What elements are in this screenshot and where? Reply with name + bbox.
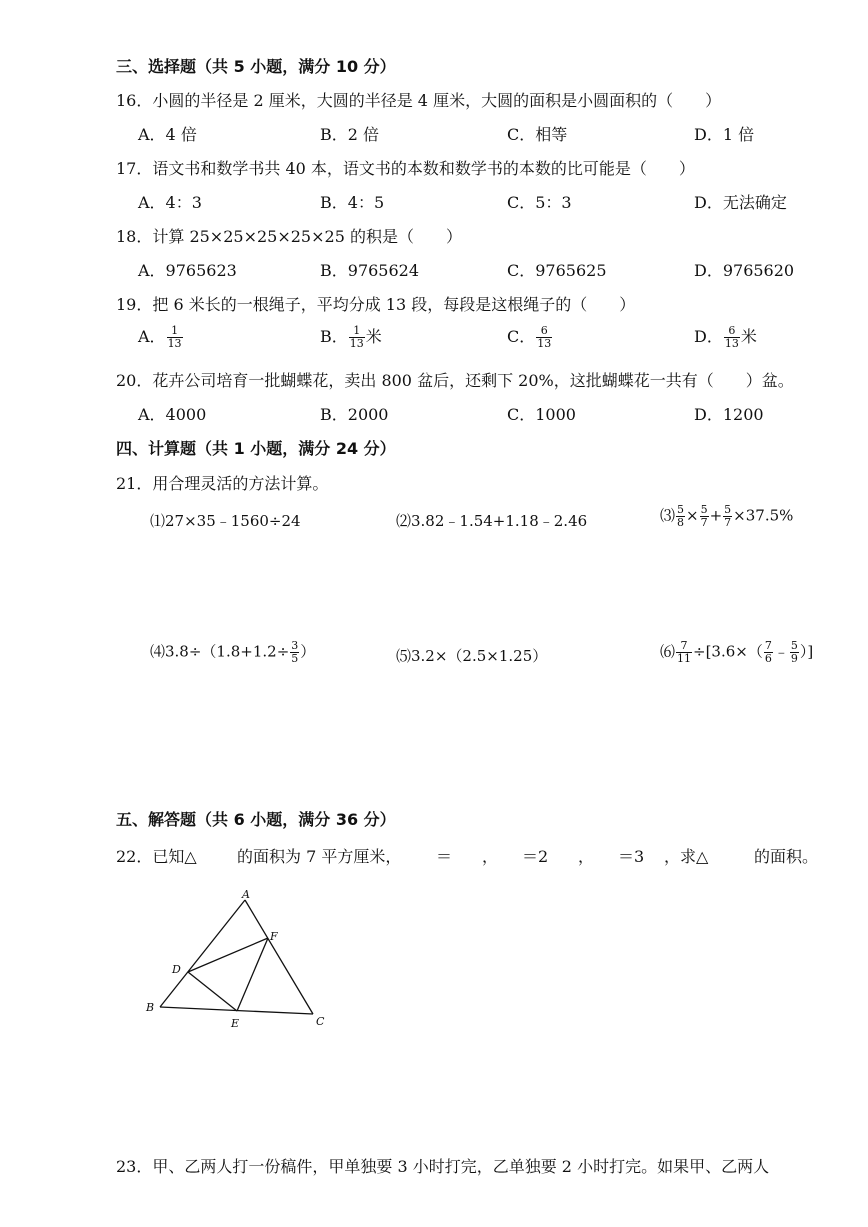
section-heading-answer: 五、解答题（共 6 小题，满分 36 分） bbox=[116, 810, 396, 829]
label-a: A bbox=[242, 888, 250, 901]
label-d: D bbox=[172, 963, 181, 976]
fraction: $\frac{1}{13}$ bbox=[349, 324, 364, 350]
fraction: $\frac{6}{13}$ bbox=[724, 324, 739, 350]
q18-option-a: A．9765623 bbox=[138, 261, 237, 280]
question-22-stem-3: ＝ bbox=[436, 847, 453, 866]
question-22-stem-1: 22．已知△ bbox=[116, 847, 197, 866]
question-22-stem-6: ， bbox=[578, 847, 595, 866]
fraction: $\frac{6}{13}$ bbox=[537, 324, 552, 350]
question-22-stem-5: ＝2 bbox=[522, 847, 549, 866]
q18-option-b: B．9765624 bbox=[320, 261, 420, 280]
section-heading-calculation: 四、计算题（共 1 小题，满分 24 分） bbox=[116, 439, 396, 458]
question-20-stem: 20．花卉公司培育一批蝴蝶花，卖出 800 盆后，还剩下 20%，这批蝴蝶花一共有（ ）盆。 bbox=[116, 371, 794, 390]
q16-option-b: B．2 倍 bbox=[320, 125, 380, 144]
q21-part-3: ⑶ $\frac{5}{8}$ × $\frac{5}{7}$ + $\frac{5}{7}$ ×37.5% bbox=[660, 503, 794, 529]
q20-option-a: A．4000 bbox=[138, 405, 207, 424]
question-22-stem-4: ， bbox=[482, 847, 499, 866]
q20-option-c: C．1000 bbox=[507, 405, 576, 424]
q20-option-d: D．1200 bbox=[694, 405, 764, 424]
question-18-stem: 18．计算 25×25×25×25×25 的积是（ ） bbox=[116, 227, 462, 246]
q21-part-4: ⑷3.8÷（1.8+1.2÷ $\frac{3}{5}$ ） bbox=[150, 639, 316, 665]
q17-option-d: D．无法确定 bbox=[694, 193, 787, 212]
q20-option-b: B．2000 bbox=[320, 405, 389, 424]
q21-part-5: ⑸3.2×（2.5×1.25） bbox=[396, 647, 548, 665]
label-b: B bbox=[146, 1001, 155, 1014]
label-e: E bbox=[231, 1017, 240, 1030]
section-heading-choice: 三、选择题（共 5 小题，满分 10 分） bbox=[116, 57, 396, 76]
question-19-stem: 19．把 6 米长的一根绳子，平均分成 13 段，每段是这根绳子的（ ） bbox=[116, 295, 636, 314]
q19-option-c: C． $\frac{6}{13}$ bbox=[507, 324, 552, 350]
q21-part-1: ⑴27×35﹣1560÷24 bbox=[150, 512, 301, 530]
q16-option-d: D．1 倍 bbox=[694, 125, 755, 144]
q19-option-d: D． $\frac{6}{13}$ 米 bbox=[694, 324, 757, 350]
q19-option-b: B． $\frac{1}{13}$ 米 bbox=[320, 324, 382, 350]
question-22-stem-9: 的面积。 bbox=[754, 847, 819, 866]
q16-option-c: C．相等 bbox=[507, 125, 568, 144]
q21-part-2: ⑵3.82﹣1.54+1.18﹣2.46 bbox=[396, 512, 588, 530]
q18-option-d: D．9765620 bbox=[694, 261, 795, 280]
edge-ac bbox=[245, 900, 313, 1014]
question-23-stem: 23．甲、乙两人打一份稿件，甲单独要 3 小时打完，乙单独要 2 小时打完。如果甲、乙两人 bbox=[116, 1157, 770, 1176]
segment-de bbox=[188, 972, 237, 1011]
question-22-stem-2: 的面积为 7 平方厘米， bbox=[237, 847, 402, 866]
question-22-stem-7: ＝3 bbox=[618, 847, 645, 866]
question-21-stem: 21．用合理灵活的方法计算。 bbox=[116, 474, 329, 493]
label-c: C bbox=[316, 1015, 325, 1028]
question-22-stem-8: ，求△ bbox=[664, 847, 709, 866]
q17-option-c: C．5：3 bbox=[507, 193, 572, 212]
question-17-stem: 17．语文书和数学书共 40 本，语文书的本数和数学书的本数的比可能是（ ） bbox=[116, 159, 695, 178]
fraction: $\frac{1}{13}$ bbox=[167, 324, 182, 350]
q17-option-b: B．4：5 bbox=[320, 193, 385, 212]
q18-option-c: C．9765625 bbox=[507, 261, 607, 280]
q16-option-a: A．4 倍 bbox=[138, 125, 197, 144]
q21-part-6: ⑹ $\frac{7}{11}$ ÷[3.6×（ $\frac{7}{6}$ ﹣ $\frac{5}{9}$ ）] bbox=[660, 639, 814, 665]
triangle-diagram bbox=[140, 880, 340, 1040]
q19-option-a: A． $\frac{1}{13}$ bbox=[138, 324, 182, 350]
question-16-stem: 16．小圆的半径是 2 厘米，大圆的半径是 4 厘米，大圆的面积是小圆面积的（ ） bbox=[116, 91, 722, 110]
q17-option-a: A．4：3 bbox=[138, 193, 202, 212]
label-f: F bbox=[270, 930, 278, 943]
